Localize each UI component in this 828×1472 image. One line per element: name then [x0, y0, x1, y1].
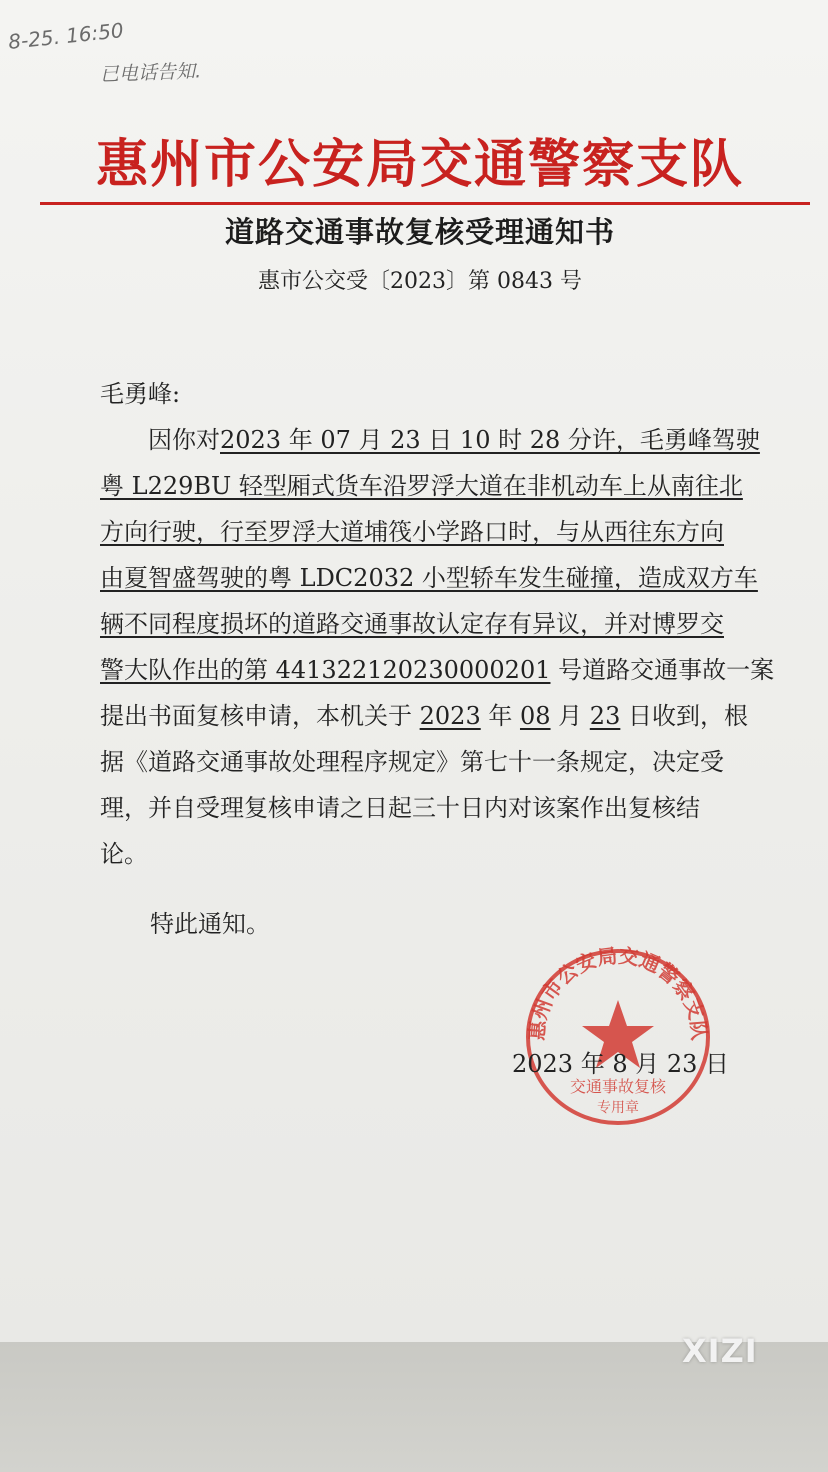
body-line-2: 粤 L229BU 轻型厢式货车沿罗浮大道在非机动车上从南往北	[100, 472, 743, 500]
agency-header: 惠州市公安局交通警察支队	[95, 134, 744, 195]
official-seal	[518, 942, 718, 1132]
body-line-1: 因你对2023 年 07 月 23 日 10 时 28 分许，毛勇峰驾驶	[148, 426, 760, 454]
document-number: 惠市公交受〔2023〕第 0843 号	[258, 269, 582, 294]
handwritten-note-text: 已电话告知.	[99, 60, 202, 86]
issue-date: 2023 年 8 月 23 日	[512, 1050, 730, 1078]
salutation: 毛勇峰:	[100, 380, 181, 408]
closing-text: 特此通知。	[150, 910, 270, 938]
body-line-6: 警大队作出的第 441322120230000201 号道路交通事故一案	[100, 656, 775, 684]
watermark-logo: XIZI	[682, 1332, 758, 1370]
body-line-4: 由夏智盛驾驶的粤 LDC2032 小型轿车发生碰撞，造成双方车	[100, 564, 758, 592]
seal-middle-text: 交通事故复核	[569, 1077, 667, 1096]
seal-top-text: 惠州市公安局交通警察支队	[524, 943, 712, 1042]
body-line-5: 辆不同程度损坏的道路交通事故认定存有异议，并对博罗交	[100, 610, 724, 638]
header-red-rule	[40, 202, 810, 205]
body-line-3: 方向行驶，行至罗浮大道埔筏小学路口时，与从西往东方向	[100, 518, 724, 546]
seal-bottom-text: 专用章	[597, 1100, 639, 1116]
body-line-7: 提出书面复核申请，本机关于 2023 年 08 月 23 日收到，根	[100, 702, 748, 730]
body-line-9: 理，并自受理复核申请之日起三十日内对该案作出复核结	[100, 794, 700, 822]
document-title: 道路交通事故复核受理通知书	[224, 215, 615, 249]
handwritten-note-time: 8-25. 16:50	[7, 18, 125, 54]
body-line-8: 据《道路交通事故处理程序规定》第七十一条规定，决定受	[100, 748, 724, 776]
body-line-10: 论。	[100, 840, 148, 868]
